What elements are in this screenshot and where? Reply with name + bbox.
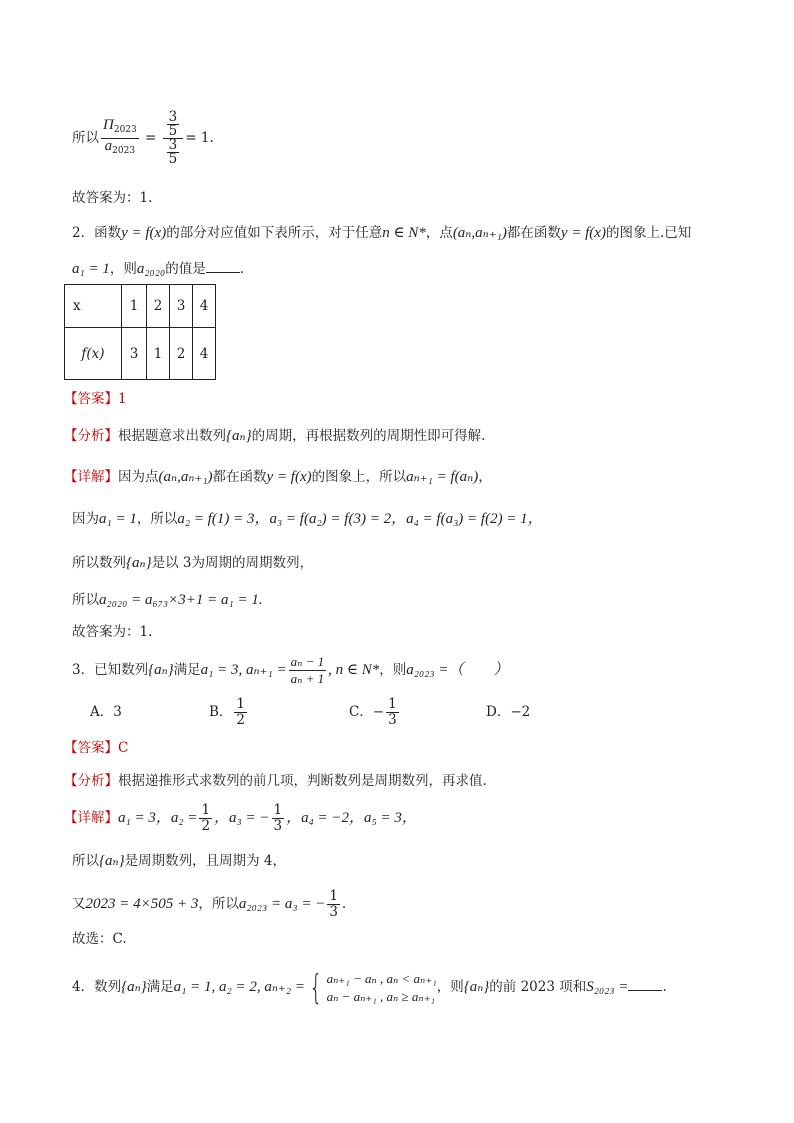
text: aₙ − aₙ₊₁ , aₙ ≥ aₙ₊₁ [326, 988, 436, 1004]
text: = 1. [185, 130, 214, 146]
text: 3 [168, 137, 178, 153]
text: 都在函数 [212, 469, 267, 485]
table-cell: 1 [147, 328, 170, 380]
text: a₂₀₂₀ [136, 261, 166, 277]
text: 所以数列 [72, 555, 126, 571]
text: ，所以 [198, 896, 239, 912]
text: 根据题意求出数列 [118, 428, 226, 444]
text: {aₙ} [463, 979, 490, 995]
text: 满足 [173, 662, 201, 678]
piecewise-cases [327, 970, 437, 1006]
text: Π [103, 117, 114, 133]
result-line-prod [72, 104, 214, 172]
text: aₙ + 1 [290, 671, 325, 686]
q2-because [72, 509, 543, 529]
fraction [272, 803, 285, 834]
q3-option-d [486, 702, 530, 722]
text: a₂₀₂₃ = a₃ = − [238, 896, 326, 912]
answer-line-1: 故答案为：1. [72, 190, 153, 206]
text: 的图象上.已知 [605, 225, 692, 241]
text: 的图象上，所以 [311, 469, 407, 485]
q2-final: 故答案为：1. [72, 624, 153, 640]
text: ，点 [425, 225, 453, 241]
text: 3 [273, 818, 283, 834]
text: a₁ = 1, a₂ = 2, aₙ₊₂ = [173, 979, 305, 995]
text: {aₙ} [99, 853, 125, 869]
q2-answer [64, 389, 127, 409]
text: 1 [388, 696, 397, 712]
text: ，则 [436, 979, 464, 995]
text: 又 [72, 896, 86, 912]
table-cell: 3 [122, 328, 147, 380]
value-table [64, 284, 216, 380]
q2-period [72, 553, 313, 573]
text: 根据递推形式求数列的前几项，判断数列是周期数列，再求值. [118, 773, 487, 789]
table-cell: 2 [170, 328, 193, 380]
q2-analysis [64, 426, 485, 446]
text: . [341, 896, 347, 912]
table-cell: x [65, 285, 122, 328]
nested-fraction [163, 111, 184, 166]
text: 是周期数列，且周期为 4， [124, 853, 286, 869]
answer-blank [206, 258, 240, 273]
text: a₁ = 1 [72, 261, 110, 277]
detail-tag: 【详解】 [64, 469, 118, 485]
text: . [662, 979, 667, 995]
fraction [327, 889, 340, 920]
text: n ∈ N* [382, 225, 426, 241]
text: − [372, 704, 385, 720]
text: 2．函数 [72, 225, 122, 241]
text: y = f(x) [266, 469, 312, 485]
text: y = f(x) [121, 225, 167, 241]
q2-stem-line2: a₁ = 1，则a₂₀₂₀的值是 . [72, 258, 244, 279]
q3-answer [64, 738, 128, 758]
fraction [386, 697, 399, 728]
text: C． [349, 704, 373, 720]
text: (aₙ,aₙ₊₁) [452, 225, 507, 241]
text: 所以 [72, 130, 99, 146]
text: 所以 [72, 592, 99, 608]
text: ，则 [379, 662, 407, 678]
text: ， [478, 469, 492, 485]
text: {aₙ} [126, 555, 152, 571]
text: aₙ₊₁ = f(aₙ) [406, 469, 479, 485]
text: 2023 = 4×505 + 3 [85, 896, 199, 912]
text: A． [90, 704, 114, 720]
text: C [118, 740, 129, 756]
answer-blank [628, 976, 662, 991]
q3-option-b [209, 694, 249, 730]
detail-tag: 【详解】 [64, 810, 118, 826]
text: 5 [168, 123, 178, 139]
table-cell: f(x) [65, 328, 122, 380]
text: 4．数列 [72, 979, 122, 995]
text: ，a₃ = − [214, 810, 270, 826]
text: (aₙ,aₙ₊₁) [158, 469, 213, 485]
text: 1 [236, 696, 246, 712]
q4-stem [72, 965, 667, 1009]
text: 满足 [146, 979, 174, 995]
prod-fraction [101, 118, 139, 159]
text: 1 [329, 888, 338, 904]
text: B． [209, 704, 233, 720]
text: 3 [329, 904, 338, 920]
q2-stem-line1 [72, 223, 691, 243]
text: = [145, 130, 157, 146]
analysis-tag: 【分析】 [64, 428, 118, 444]
text: aₙ₊₁ − aₙ , aₙ < aₙ₊₁ [326, 970, 437, 986]
text: 2 [236, 712, 246, 728]
text: 3 [113, 704, 122, 720]
fraction [234, 697, 247, 728]
q3-option-a [90, 702, 122, 722]
q2-detail [64, 467, 492, 487]
text: D． [486, 704, 511, 720]
text: 的前 2023 项和 [489, 979, 587, 995]
text: 是以 3为周期的周期数列， [151, 555, 313, 571]
q3-also [72, 884, 346, 924]
table-cell: 2 [147, 285, 170, 328]
text: a₂₀₂₀ = a₆₇₃×3+1 = a₁ = 1. [99, 592, 263, 608]
text: −2 [510, 704, 531, 720]
answer-tag: 【答案】 [64, 740, 118, 756]
text: a [104, 138, 113, 154]
table-cell: 3 [170, 285, 193, 328]
q3-detail [64, 798, 417, 838]
text: ，所以 [136, 511, 178, 527]
table-cell: 1 [122, 285, 147, 328]
table-cell: 4 [193, 285, 216, 328]
text: ，则 [109, 261, 137, 277]
answer-tag: 【答案】 [64, 391, 118, 407]
text: aₙ − 1 [290, 654, 325, 669]
text: 因为点 [118, 469, 159, 485]
q3-stem [72, 652, 508, 688]
q3-analysis [64, 771, 487, 791]
q3-final: 故选：C. [72, 931, 127, 947]
text: 3．已知数列 [72, 662, 149, 678]
text: {aₙ} [226, 428, 252, 444]
text: ，a₄ = −2，a₅ = 3， [286, 810, 417, 826]
text: S₂₀₂₃ = [586, 979, 629, 995]
text: 3 [388, 712, 397, 728]
text: a₂ = f(1) = 3，a₃ = f(a₂) = f(3) = 2，a₄ = f(a₃) = f(2) = 1， [177, 511, 543, 527]
text: 所以 [72, 853, 99, 869]
q2-result [72, 590, 263, 610]
text: y = f(x) [560, 225, 606, 241]
text: 都在函数 [506, 225, 561, 241]
text: a₁ = 3, aₙ₊₁ = [200, 662, 287, 678]
text: 2023 [113, 125, 137, 135]
text: 5 [168, 151, 178, 167]
text: 1 [273, 802, 283, 818]
text: , n ∈ N* [328, 662, 380, 678]
text: 3 [168, 109, 178, 125]
text: 的部分对应值如下表所示，对于任意 [166, 225, 383, 241]
text: 2 [201, 818, 211, 834]
text: {aₙ} [148, 662, 174, 678]
brace-icon: { [309, 967, 323, 1008]
text: a₂₀₂₃ =（ ） [406, 662, 509, 678]
fraction [199, 803, 212, 834]
text: 的周期，再根据数列的周期性即可得解. [251, 428, 486, 444]
text: 因为 [72, 511, 99, 527]
analysis-tag: 【分析】 [64, 773, 118, 789]
text: a₁ = 3，a₂ = [118, 810, 198, 826]
text: 的值是 [165, 261, 206, 277]
text: 2023 [112, 146, 136, 156]
text: a₁ = 1 [99, 511, 137, 527]
text: 1 [118, 391, 127, 407]
text: {aₙ} [121, 979, 147, 995]
table-cell: 4 [193, 328, 216, 380]
q3-option-c [349, 694, 401, 730]
recurrence-fraction [289, 654, 327, 687]
text: 1 [201, 802, 211, 818]
q3-period [72, 851, 286, 871]
